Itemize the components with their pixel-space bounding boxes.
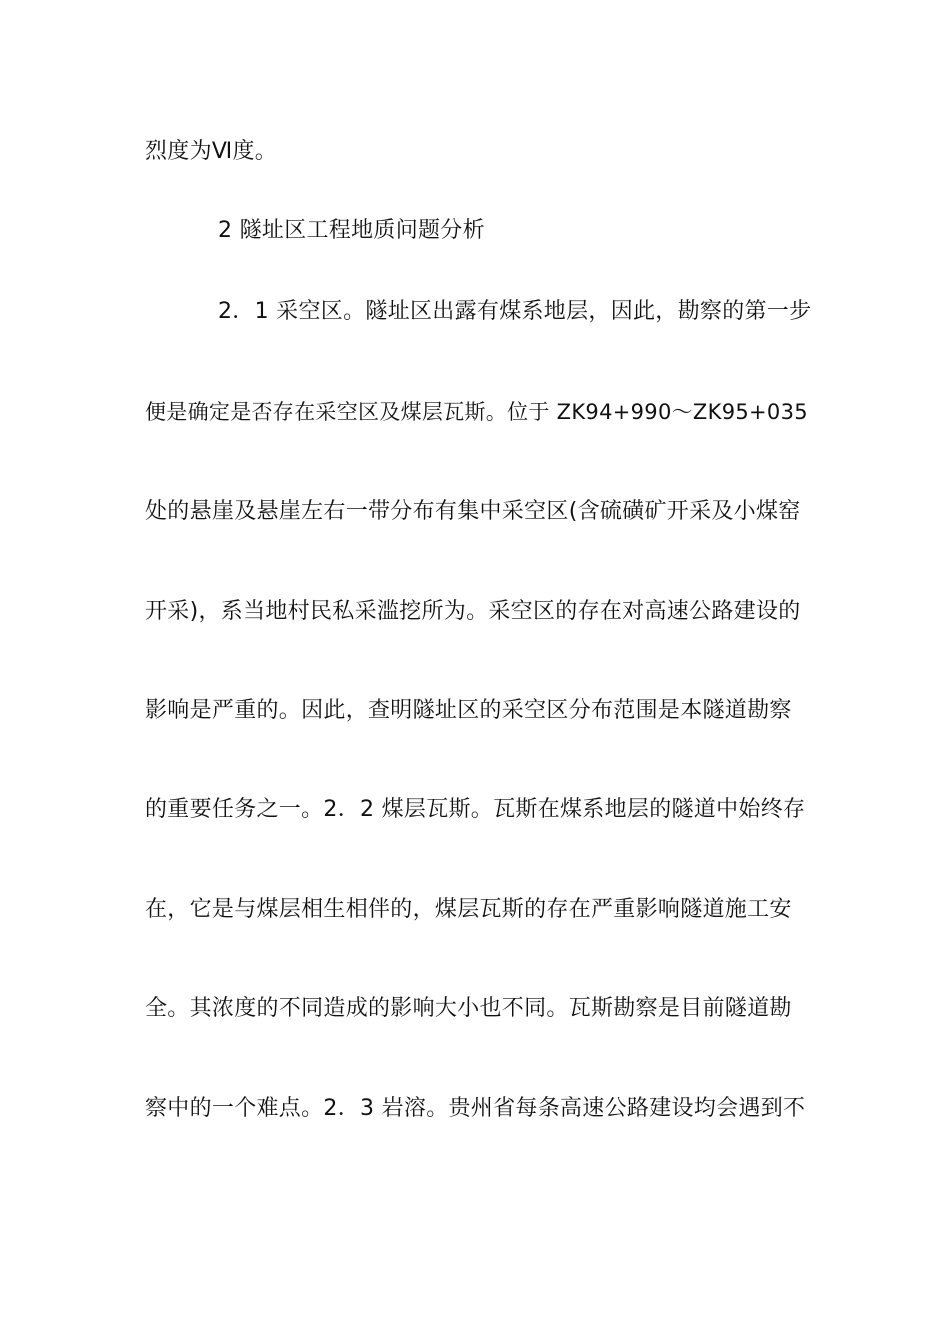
paragraph-line: 便是确定是否存在采空区及煤层瓦斯。位于 ZK94+990～ZK95+035 [145, 400, 808, 424]
section-heading: 2 隧址区工程地质问题分析 [218, 218, 485, 243]
paragraph-line: 察中的一个难点。2．3 岩溶。贵州省每条高速公路建设均会遇到不 [145, 1096, 806, 1121]
text-line: 烈度为Ⅵ度。 [145, 139, 278, 164]
paragraph-line: 影响是严重的。因此，查明隧址区的采空区分布范围是本隧道勘察 [145, 698, 792, 723]
paragraph-line: 2．1 采空区。隧址区出露有煤系地层，因此，勘察的第一步 [218, 299, 812, 324]
paragraph-line: 在，它是与煤层相生相伴的，煤层瓦斯的存在严重影响隧道施工安 [145, 897, 792, 922]
paragraph-line: 的重要任务之一。2．2 煤层瓦斯。瓦斯在煤系地层的隧道中始终存 [145, 797, 806, 822]
paragraph-line: 全。其浓度的不同造成的影响大小也不同。瓦斯勘察是目前隧道勘 [145, 996, 792, 1021]
paragraph-line: 开采)，系当地村民私采滥挖所为。采空区的存在对高速公路建设的 [145, 599, 801, 624]
paragraph-line: 处的悬崖及悬崖左右一带分布有集中采空区(含硫磺矿开采及小煤窑 [145, 499, 801, 524]
